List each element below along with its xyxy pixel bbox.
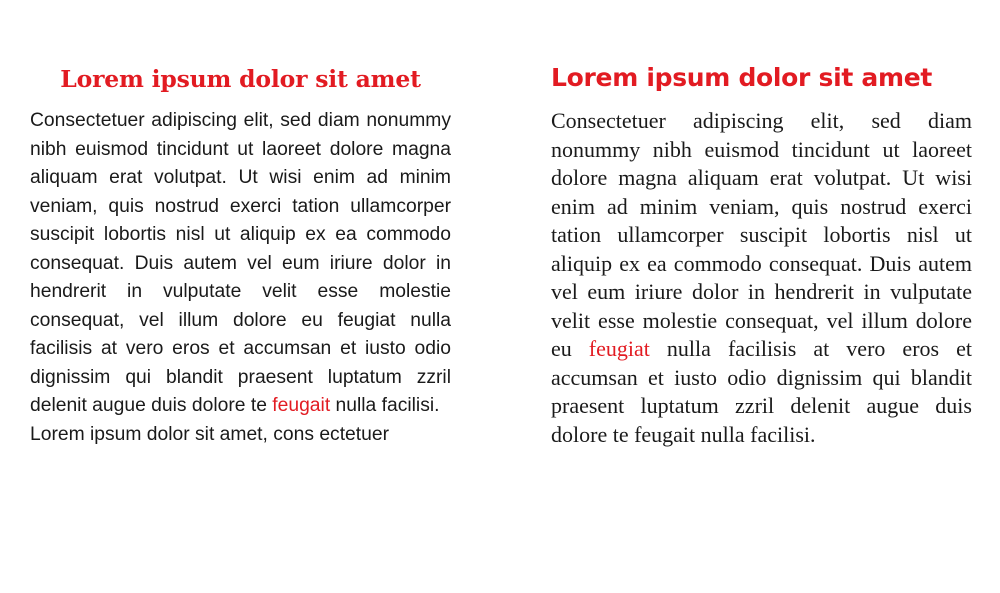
left-text-after: nulla facilisi. <box>330 395 440 416</box>
left-heading: Lorem ipsum dolor sit amet <box>60 65 421 93</box>
right-highlight-word: feugiat <box>588 336 650 361</box>
left-trailing-line: Lorem ipsum dolor sit amet, cons ectetuer <box>30 423 390 445</box>
left-highlight-word: feugait <box>272 395 331 416</box>
left-paragraph <box>30 107 451 449</box>
right-text-before: Consectetuer adipiscing elit, sed diam nonummy nibh euismod tincidunt ut laoreet dolore magna aliquam erat volutpat. Ut wisi enim ad minim veniam, quis nostrud exerci tation ullamcorper suscipit lobortis nisl ut aliquip ex ea commodo consequat. Duis autem vel eum iriure dolor in hendrerit in vulputate velit esse molestie consequat, vel illum dolore eu <box>551 108 972 361</box>
right-paragraph <box>551 107 972 449</box>
right-heading: Lorem ipsum dolor sit amet <box>551 63 933 92</box>
right-text-after: nulla facilisis at vero eros et accumsan et iusto odio dignissim qui blandit praesent luptatum zzril delenit augue duis dolore te feugait nulla facilisi. <box>551 336 972 447</box>
left-text-before: Consectetuer adipiscing elit, sed diam nonummy nibh euismod tincidunt ut laoreet dolore magna aliquam erat volutpat. Ut wisi enim ad minim veniam, quis nostrud exerci tation ullamcorper suscipit lobortis nisl ut aliquip ex ea commodo consequat. Duis autem vel eum iriure dolor in hendrerit in vulputate velit esse molestie consequat, vel illum dolore eu feugiat nulla facilisis at vero eros et accumsan et iusto odio dignissim qui blandit praesent luptatum zzril delenit augue duis dolore te <box>30 110 451 416</box>
